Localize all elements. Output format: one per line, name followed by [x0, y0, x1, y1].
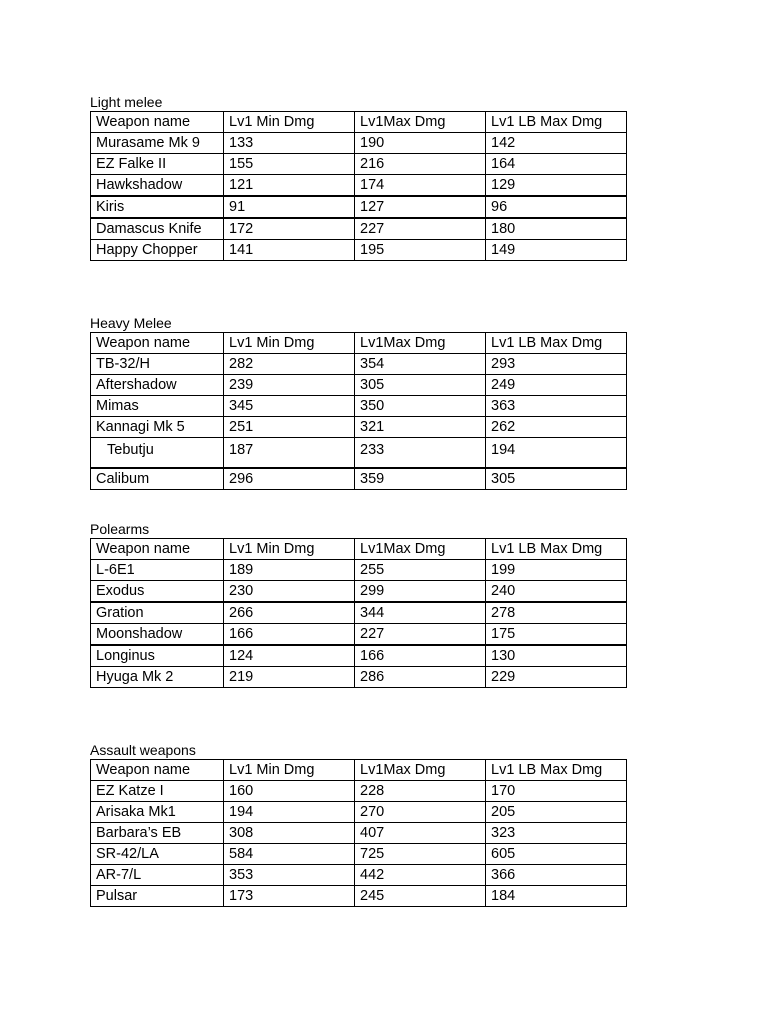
max-dmg-cell: 233 [355, 438, 486, 469]
weapon-name-cell: EZ Katze I [91, 781, 224, 802]
lb-max-dmg-cell: 180 [486, 218, 627, 240]
table-row [91, 560, 627, 581]
lb-max-dmg-cell: 194 [486, 438, 627, 469]
table-row [91, 133, 627, 154]
table-row [91, 624, 627, 646]
table-row [91, 354, 627, 375]
min-dmg-cell: 296 [224, 468, 355, 490]
column-header: Lv1Max Dmg [355, 112, 486, 133]
table-row [91, 240, 627, 261]
lb-max-dmg-cell: 278 [486, 602, 627, 624]
max-dmg-cell: 270 [355, 802, 486, 823]
max-dmg-cell: 725 [355, 844, 486, 865]
lb-max-dmg-cell: 249 [486, 375, 627, 396]
max-dmg-cell: 227 [355, 218, 486, 240]
weapon-name-cell: L-6E1 [91, 560, 224, 581]
column-header: Weapon name [91, 539, 224, 560]
min-dmg-cell: 230 [224, 581, 355, 603]
column-header: Lv1 LB Max Dmg [486, 760, 627, 781]
lb-max-dmg-cell: 199 [486, 560, 627, 581]
min-dmg-cell: 160 [224, 781, 355, 802]
lb-max-dmg-cell: 240 [486, 581, 627, 603]
table-row [91, 886, 627, 907]
weapon-table-light-melee [90, 111, 627, 261]
weapon-name-cell: Exodus [91, 581, 224, 603]
max-dmg-cell: 166 [355, 645, 486, 667]
min-dmg-cell: 187 [224, 438, 355, 469]
min-dmg-cell: 219 [224, 667, 355, 688]
weapon-name-cell: Gration [91, 602, 224, 624]
table-row [91, 218, 627, 240]
min-dmg-cell: 173 [224, 886, 355, 907]
min-dmg-cell: 251 [224, 417, 355, 438]
lb-max-dmg-cell: 170 [486, 781, 627, 802]
section-title: Light melee [90, 94, 163, 110]
min-dmg-cell: 266 [224, 602, 355, 624]
section-title: Heavy Melee [90, 315, 172, 331]
weapon-table-assault-weapons [90, 759, 627, 907]
max-dmg-cell: 321 [355, 417, 486, 438]
table-row [91, 581, 627, 603]
lb-max-dmg-cell: 96 [486, 196, 627, 218]
min-dmg-cell: 133 [224, 133, 355, 154]
lb-max-dmg-cell: 184 [486, 886, 627, 907]
column-header: Weapon name [91, 333, 224, 354]
lb-max-dmg-cell: 129 [486, 175, 627, 197]
weapon-name-cell: Happy Chopper [91, 240, 224, 261]
weapon-name-cell: Aftershadow [91, 375, 224, 396]
table-row [91, 667, 627, 688]
lb-max-dmg-cell: 262 [486, 417, 627, 438]
section-polearms [90, 521, 626, 688]
weapon-name-cell: Hawkshadow [91, 175, 224, 197]
table-row [91, 175, 627, 197]
weapon-name-cell: AR-7/L [91, 865, 224, 886]
max-dmg-cell: 350 [355, 396, 486, 417]
max-dmg-cell: 190 [355, 133, 486, 154]
weapon-table-polearms [90, 538, 627, 688]
min-dmg-cell: 172 [224, 218, 355, 240]
table-row [91, 844, 627, 865]
max-dmg-cell: 344 [355, 602, 486, 624]
max-dmg-cell: 228 [355, 781, 486, 802]
weapon-name-cell: Kiris [91, 196, 224, 218]
weapon-name-cell: Murasame Mk 9 [91, 133, 224, 154]
table-row [91, 417, 627, 438]
column-header: Lv1 LB Max Dmg [486, 112, 627, 133]
lb-max-dmg-cell: 229 [486, 667, 627, 688]
table-row [91, 802, 627, 823]
weapon-name-cell: Kannagi Mk 5 [91, 417, 224, 438]
column-header: Lv1 Min Dmg [224, 760, 355, 781]
table-row [91, 154, 627, 175]
weapon-name-cell: Tebutju [91, 438, 224, 469]
section-assault-weapons [90, 742, 626, 907]
max-dmg-cell: 354 [355, 354, 486, 375]
table-row [91, 823, 627, 844]
lb-max-dmg-cell: 149 [486, 240, 627, 261]
min-dmg-cell: 308 [224, 823, 355, 844]
column-header: Weapon name [91, 760, 224, 781]
min-dmg-cell: 239 [224, 375, 355, 396]
lb-max-dmg-cell: 205 [486, 802, 627, 823]
lb-max-dmg-cell: 323 [486, 823, 627, 844]
lb-max-dmg-cell: 363 [486, 396, 627, 417]
max-dmg-cell: 227 [355, 624, 486, 646]
weapon-name-cell: EZ Falke II [91, 154, 224, 175]
lb-max-dmg-cell: 142 [486, 133, 627, 154]
lb-max-dmg-cell: 366 [486, 865, 627, 886]
table-row [91, 438, 627, 469]
min-dmg-cell: 282 [224, 354, 355, 375]
weapon-name-cell: Arisaka Mk1 [91, 802, 224, 823]
max-dmg-cell: 195 [355, 240, 486, 261]
column-header: Lv1 Min Dmg [224, 112, 355, 133]
min-dmg-cell: 345 [224, 396, 355, 417]
min-dmg-cell: 584 [224, 844, 355, 865]
max-dmg-cell: 359 [355, 468, 486, 490]
table-header-row [91, 333, 627, 354]
table-row [91, 396, 627, 417]
column-header: Lv1 Min Dmg [224, 539, 355, 560]
table-row [91, 602, 627, 624]
max-dmg-cell: 216 [355, 154, 486, 175]
section-heavy-melee [90, 315, 626, 490]
max-dmg-cell: 245 [355, 886, 486, 907]
max-dmg-cell: 174 [355, 175, 486, 197]
weapon-name-cell: Mimas [91, 396, 224, 417]
table-header-row [91, 760, 627, 781]
table-header-row [91, 539, 627, 560]
section-title: Assault weapons [90, 742, 196, 758]
table-row [91, 865, 627, 886]
min-dmg-cell: 141 [224, 240, 355, 261]
max-dmg-cell: 286 [355, 667, 486, 688]
lb-max-dmg-cell: 164 [486, 154, 627, 175]
weapon-name-cell: Moonshadow [91, 624, 224, 646]
column-header: Lv1Max Dmg [355, 760, 486, 781]
weapon-name-cell: TB-32/H [91, 354, 224, 375]
min-dmg-cell: 124 [224, 645, 355, 667]
weapon-name-cell: Calibum [91, 468, 224, 490]
max-dmg-cell: 407 [355, 823, 486, 844]
column-header: Lv1Max Dmg [355, 333, 486, 354]
column-header: Lv1 LB Max Dmg [486, 539, 627, 560]
lb-max-dmg-cell: 605 [486, 844, 627, 865]
min-dmg-cell: 166 [224, 624, 355, 646]
table-row [91, 781, 627, 802]
max-dmg-cell: 305 [355, 375, 486, 396]
weapon-name-cell: Hyuga Mk 2 [91, 667, 224, 688]
weapon-name-cell: Barbara’s EB [91, 823, 224, 844]
min-dmg-cell: 353 [224, 865, 355, 886]
min-dmg-cell: 91 [224, 196, 355, 218]
weapon-name-cell: Pulsar [91, 886, 224, 907]
table-row [91, 196, 627, 218]
column-header: Lv1 Min Dmg [224, 333, 355, 354]
min-dmg-cell: 155 [224, 154, 355, 175]
min-dmg-cell: 194 [224, 802, 355, 823]
lb-max-dmg-cell: 175 [486, 624, 627, 646]
weapon-table-heavy-melee [90, 332, 627, 490]
table-row [91, 645, 627, 667]
column-header: Weapon name [91, 112, 224, 133]
column-header: Lv1 LB Max Dmg [486, 333, 627, 354]
weapon-name-cell: Longinus [91, 645, 224, 667]
table-row [91, 468, 627, 490]
max-dmg-cell: 127 [355, 196, 486, 218]
section-title: Polearms [90, 521, 150, 537]
weapon-name-cell: SR-42/LA [91, 844, 224, 865]
max-dmg-cell: 442 [355, 865, 486, 886]
lb-max-dmg-cell: 130 [486, 645, 627, 667]
lb-max-dmg-cell: 293 [486, 354, 627, 375]
min-dmg-cell: 121 [224, 175, 355, 197]
column-header: Lv1Max Dmg [355, 539, 486, 560]
section-light-melee [90, 94, 626, 261]
lb-max-dmg-cell: 305 [486, 468, 627, 490]
weapon-name-cell: Damascus Knife [91, 218, 224, 240]
max-dmg-cell: 255 [355, 560, 486, 581]
table-row [91, 375, 627, 396]
table-header-row [91, 112, 627, 133]
max-dmg-cell: 299 [355, 581, 486, 603]
min-dmg-cell: 189 [224, 560, 355, 581]
